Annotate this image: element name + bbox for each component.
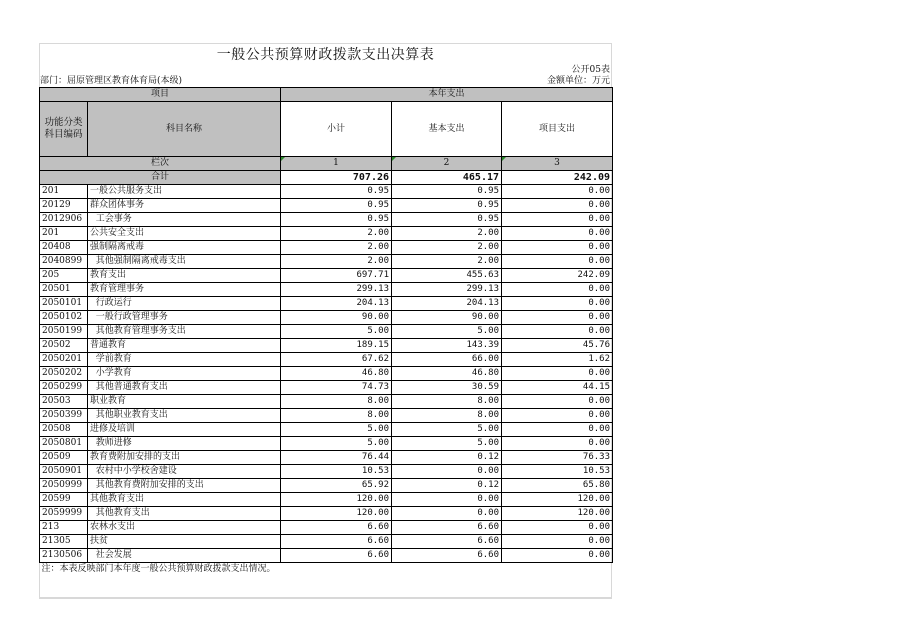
row-subtotal: 6.60 [281,549,392,563]
table-row [40,493,613,507]
row-basic: 5.00 [392,437,502,451]
table-row [40,199,613,213]
row-name: 小学教育 [88,367,281,381]
row-basic: 66.00 [392,353,502,367]
row-code: 20503 [40,395,88,409]
row-subtotal: 5.00 [281,423,392,437]
table-row [40,521,613,535]
header-basic: 基本支出 [392,102,502,157]
row-project: 45.76 [502,339,613,353]
row-name: 普通教育 [88,339,281,353]
table-row [40,213,613,227]
row-basic: 455.63 [392,269,502,283]
col-index-label: 栏次 [40,157,281,171]
row-code: 20408 [40,241,88,255]
row-project: 0.00 [502,325,613,339]
row-basic: 2.00 [392,241,502,255]
row-basic: 6.60 [392,535,502,549]
row-project: 0.00 [502,185,613,199]
table-row [40,409,613,423]
row-subtotal: 189.15 [281,339,392,353]
table-row [40,395,613,409]
row-name: 公共安全支出 [88,227,281,241]
row-subtotal: 74.73 [281,381,392,395]
row-code: 2059999 [40,507,88,521]
table-row [40,465,613,479]
row-name: 行政运行 [88,297,281,311]
table-row [40,283,613,297]
row-basic: 0.95 [392,213,502,227]
table-row [40,367,613,381]
row-subtotal: 65.92 [281,479,392,493]
row-name: 教育管理事务 [88,283,281,297]
table-row [40,507,613,521]
header-item: 项目 [40,88,281,102]
total-label: 合计 [40,171,281,185]
row-name: 农林水支出 [88,521,281,535]
row-project: 0.00 [502,283,613,297]
row-code: 2050399 [40,409,88,423]
note-row [40,563,613,577]
row-code: 20508 [40,423,88,437]
row-code: 2040899 [40,255,88,269]
row-subtotal: 6.60 [281,521,392,535]
row-project: 0.00 [502,311,613,325]
row-subtotal: 697.71 [281,269,392,283]
row-subtotal: 46.80 [281,367,392,381]
row-name: 其他教育支出 [88,493,281,507]
row-name: 教师进修 [88,437,281,451]
row-name: 一般行政管理事务 [88,311,281,325]
row-project: 0.00 [502,297,613,311]
row-basic: 2.00 [392,255,502,269]
row-code: 2050201 [40,353,88,367]
row-project: 120.00 [502,507,613,521]
row-name: 其他职业教育支出 [88,409,281,423]
row-code: 2050101 [40,297,88,311]
row-basic: 0.12 [392,479,502,493]
row-project: 0.00 [502,213,613,227]
row-basic: 0.00 [392,465,502,479]
row-basic: 299.13 [392,283,502,297]
table-row [40,255,613,269]
row-code: 21305 [40,535,88,549]
row-basic: 6.60 [392,521,502,535]
col-index-2: 2 [392,157,502,171]
row-subtotal: 8.00 [281,395,392,409]
amount-unit-label: 金额单位：万元 [546,76,610,86]
row-name: 其他教育费附加安排的支出 [88,479,281,493]
row-subtotal: 120.00 [281,493,392,507]
row-basic: 6.60 [392,549,502,563]
row-code: 2050801 [40,437,88,451]
row-name: 其他教育支出 [88,507,281,521]
row-project: 0.00 [502,199,613,213]
row-project: 76.33 [502,451,613,465]
row-project: 120.00 [502,493,613,507]
row-name: 强制隔离戒毒 [88,241,281,255]
row-code: 2012906 [40,213,88,227]
row-subtotal: 299.13 [281,283,392,297]
table-row [40,549,613,563]
header-subtotal: 小计 [281,102,392,157]
row-code: 20129 [40,199,88,213]
row-name: 社会发展 [88,549,281,563]
header-row-2 [40,102,613,157]
row-code: 2130506 [40,549,88,563]
row-name: 教育费附加安排的支出 [88,451,281,465]
department-label: 部门：屈原管理区教育体育局(本级) [40,76,183,86]
table-body [40,88,613,577]
row-name: 群众团体事务 [88,199,281,213]
row-code: 213 [40,521,88,535]
expenditure-table [39,87,613,576]
row-code: 20502 [40,339,88,353]
table-row [40,185,613,199]
header-row-3 [40,157,613,171]
row-name: 工会事务 [88,213,281,227]
row-basic: 0.12 [392,451,502,465]
row-project: 0.00 [502,255,613,269]
row-basic: 0.00 [392,507,502,521]
row-name: 其他普通教育支出 [88,381,281,395]
col-index-3: 3 [502,157,613,171]
row-basic: 5.00 [392,325,502,339]
row-code: 2050999 [40,479,88,493]
row-project: 0.00 [502,549,613,563]
row-basic: 30.59 [392,381,502,395]
row-basic: 46.80 [392,367,502,381]
row-basic: 8.00 [392,395,502,409]
table-row [40,479,613,493]
row-basic: 143.39 [392,339,502,353]
table-row [40,535,613,549]
row-subtotal: 67.62 [281,353,392,367]
row-project: 0.00 [502,241,613,255]
row-subtotal: 10.53 [281,465,392,479]
row-code: 20599 [40,493,88,507]
header-project: 项目支出 [502,102,613,157]
row-subtotal: 8.00 [281,409,392,423]
row-subtotal: 2.00 [281,227,392,241]
row-project: 10.53 [502,465,613,479]
total-subtotal: 707.26 [281,171,392,185]
table-row [40,423,613,437]
total-basic: 465.17 [392,171,502,185]
header-row-1 [40,88,613,102]
row-name: 职业教育 [88,395,281,409]
total-project: 242.09 [502,171,613,185]
row-basic: 0.00 [392,493,502,507]
row-project: 0.00 [502,437,613,451]
row-project: 242.09 [502,269,613,283]
row-name: 学前教育 [88,353,281,367]
row-code: 2050202 [40,367,88,381]
row-subtotal: 90.00 [281,311,392,325]
row-basic: 0.95 [392,199,502,213]
row-project: 0.00 [502,535,613,549]
row-subtotal: 204.13 [281,297,392,311]
row-subtotal: 120.00 [281,507,392,521]
row-subtotal: 0.95 [281,213,392,227]
row-subtotal: 6.60 [281,535,392,549]
page-bottom-line [39,598,612,599]
header-current-year: 本年支出 [281,88,613,102]
row-project: 44.15 [502,381,613,395]
row-basic: 2.00 [392,227,502,241]
row-subtotal: 0.95 [281,185,392,199]
form-number: 公开05表 [571,65,610,75]
row-name: 农村中小学校舍建设 [88,465,281,479]
row-project: 0.00 [502,227,613,241]
table-row [40,381,613,395]
row-code: 2050199 [40,325,88,339]
row-name: 一般公共服务支出 [88,185,281,199]
row-basic: 8.00 [392,409,502,423]
table-row [40,353,613,367]
row-code: 20501 [40,283,88,297]
row-subtotal: 2.00 [281,241,392,255]
row-code: 205 [40,269,88,283]
row-basic: 5.00 [392,423,502,437]
row-subtotal: 76.44 [281,451,392,465]
table-row [40,451,613,465]
row-subtotal: 0.95 [281,199,392,213]
row-basic: 90.00 [392,311,502,325]
row-code: 201 [40,185,88,199]
row-project: 0.00 [502,367,613,381]
row-subtotal: 2.00 [281,255,392,269]
row-name: 进修及培训 [88,423,281,437]
row-project: 0.00 [502,423,613,437]
row-subtotal: 5.00 [281,437,392,451]
row-code: 2050901 [40,465,88,479]
total-row [40,171,613,185]
row-name: 其他教育管理事务支出 [88,325,281,339]
table-row [40,269,613,283]
row-project: 1.62 [502,353,613,367]
row-basic: 204.13 [392,297,502,311]
table-row [40,227,613,241]
table-row [40,311,613,325]
row-project: 0.00 [502,521,613,535]
row-basic: 0.95 [392,185,502,199]
row-subtotal: 5.00 [281,325,392,339]
page-title: 一般公共预算财政拨款支出决算表 [216,47,435,63]
col-index-1: 1 [281,157,392,171]
row-project: 65.80 [502,479,613,493]
row-name: 扶贫 [88,535,281,549]
row-code: 201 [40,227,88,241]
row-code: 20509 [40,451,88,465]
row-code: 2050102 [40,311,88,325]
row-project: 0.00 [502,409,613,423]
table-note: 注：本表反映部门本年度一般公共预算财政拨款支出情况。 [41,564,276,575]
table-row [40,297,613,311]
table-row [40,241,613,255]
table-row [40,437,613,451]
row-code: 2050299 [40,381,88,395]
table-row [40,325,613,339]
row-name: 教育支出 [88,269,281,283]
row-project: 0.00 [502,395,613,409]
table-row [40,339,613,353]
header-func-code: 功能分类科目编码 [40,102,88,157]
header-subject-name: 科目名称 [88,102,281,157]
row-name: 其他强制隔离戒毒支出 [88,255,281,269]
